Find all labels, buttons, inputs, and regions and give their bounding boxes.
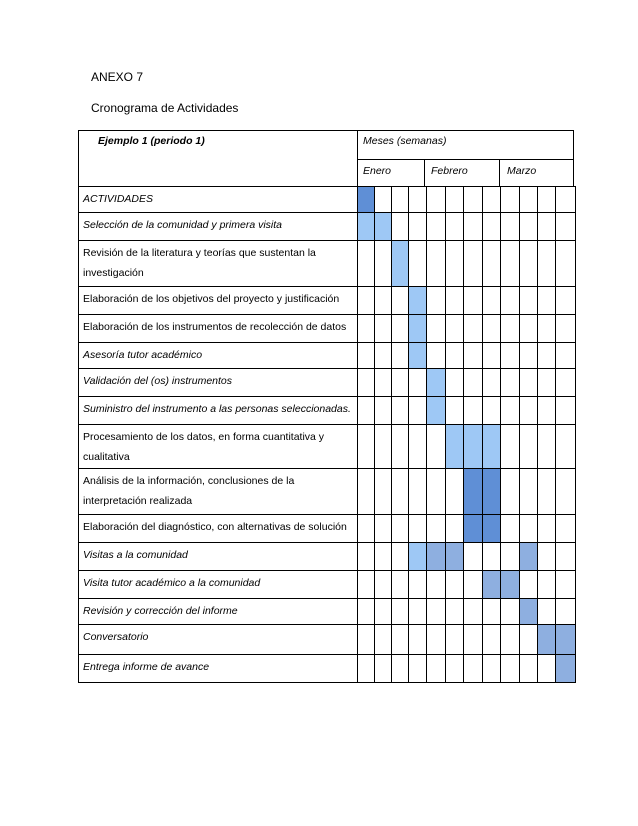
week-cell-filled: [501, 571, 520, 599]
week-cell-filled: [409, 543, 427, 571]
activity-row: [79, 515, 576, 543]
activity-label: Conversatorio: [79, 625, 358, 655]
week-cell: [358, 369, 375, 397]
week-cell: [483, 315, 501, 343]
week-cell: [501, 343, 520, 369]
week-cell: [520, 397, 538, 425]
week-cell: [483, 397, 501, 425]
activity-label: Selección de la comunidad y primera visita: [79, 213, 358, 241]
activity-label: Procesamiento de los datos, en forma cuantitativa y cualitativa: [79, 425, 358, 469]
week-cell: [464, 397, 483, 425]
week-cell: [375, 241, 392, 287]
week-cell: [556, 343, 576, 369]
week-cell: [409, 213, 427, 241]
activity-label: Elaboración del diagnóstico, con alternativas de solución: [79, 515, 358, 543]
week-cell: [358, 425, 375, 469]
week-cell: [427, 425, 446, 469]
week-cell: [446, 469, 464, 515]
week-cell-filled: [556, 625, 576, 655]
week-cell: [392, 315, 409, 343]
week-cell: [427, 187, 446, 213]
activity-row: [79, 213, 576, 241]
week-cell: [446, 213, 464, 241]
week-cell: [483, 343, 501, 369]
activity-row: [79, 343, 576, 369]
week-cell: [358, 655, 375, 683]
week-cell: [520, 425, 538, 469]
activity-row: [79, 287, 576, 315]
week-cell: [392, 287, 409, 315]
months-title: Meses (semanas): [363, 135, 447, 147]
week-cell: [392, 469, 409, 515]
week-cell: [501, 315, 520, 343]
week-cell: [501, 287, 520, 315]
week-cell: [427, 241, 446, 287]
week-cell: [358, 625, 375, 655]
week-cell: [464, 543, 483, 571]
week-cell: [464, 599, 483, 625]
activity-label: ACTIVIDADES: [79, 187, 358, 213]
week-cell-filled: [464, 425, 483, 469]
week-cell: [520, 515, 538, 543]
week-cell: [358, 515, 375, 543]
activity-row: [79, 599, 576, 625]
week-cell: [358, 469, 375, 515]
week-cell: [464, 571, 483, 599]
week-cell: [427, 287, 446, 315]
week-cell: [464, 655, 483, 683]
week-cell: [538, 425, 556, 469]
month-separator: [573, 159, 574, 187]
week-cell-filled: [446, 425, 464, 469]
activity-row: [79, 571, 576, 599]
activity-row: [79, 187, 576, 213]
week-cell: [392, 543, 409, 571]
week-cell: [446, 315, 464, 343]
month-label-marzo: Marzo: [507, 165, 537, 177]
week-cell: [358, 287, 375, 315]
activity-row: [79, 655, 576, 683]
week-cell: [358, 397, 375, 425]
week-cell: [427, 213, 446, 241]
week-cell: [375, 425, 392, 469]
week-cell: [375, 571, 392, 599]
week-cell: [556, 241, 576, 287]
week-cell-filled: [392, 241, 409, 287]
week-cell-filled: [483, 425, 501, 469]
week-cell: [556, 287, 576, 315]
week-cell: [483, 287, 501, 315]
schedule-table: [78, 186, 576, 683]
week-cell: [409, 369, 427, 397]
week-cell: [409, 599, 427, 625]
week-cell-filled: [464, 515, 483, 543]
week-cell: [409, 397, 427, 425]
week-cell: [375, 599, 392, 625]
week-cell: [375, 315, 392, 343]
week-cell: [538, 369, 556, 397]
week-cell: [501, 599, 520, 625]
week-cell: [392, 397, 409, 425]
week-cell: [427, 469, 446, 515]
schedule-rows: [79, 187, 576, 683]
week-cell: [483, 655, 501, 683]
week-cell: [501, 515, 520, 543]
week-cell: [483, 241, 501, 287]
week-cell: [538, 515, 556, 543]
week-cell: [375, 515, 392, 543]
week-cell-filled: [409, 343, 427, 369]
week-cell: [392, 655, 409, 683]
week-cell: [446, 241, 464, 287]
week-cell: [392, 187, 409, 213]
activity-label: Elaboración de los instrumentos de recolección de datos: [79, 315, 358, 343]
week-cell-filled: [446, 543, 464, 571]
activity-row: [79, 397, 576, 425]
week-cell: [409, 655, 427, 683]
activity-row: [79, 625, 576, 655]
activity-label: Análisis de la información, conclusiones de la interpretación realizada: [79, 469, 358, 515]
week-cell: [375, 625, 392, 655]
week-cell: [409, 515, 427, 543]
week-cell: [409, 571, 427, 599]
week-cell: [446, 625, 464, 655]
week-cell: [392, 515, 409, 543]
week-cell: [501, 369, 520, 397]
week-cell: [409, 187, 427, 213]
activity-row: [79, 543, 576, 571]
week-cell: [556, 571, 576, 599]
week-cell-filled: [358, 213, 375, 241]
week-cell: [427, 599, 446, 625]
week-cell: [375, 369, 392, 397]
week-cell: [358, 241, 375, 287]
week-cell: [464, 369, 483, 397]
example-label: Ejemplo 1 (periodo 1): [98, 135, 205, 147]
week-cell: [409, 241, 427, 287]
week-cell: [556, 599, 576, 625]
week-cell: [446, 571, 464, 599]
week-cell: [520, 469, 538, 515]
week-cell: [538, 241, 556, 287]
week-cell: [556, 213, 576, 241]
week-cell: [520, 187, 538, 213]
week-cell: [375, 397, 392, 425]
week-cell: [409, 425, 427, 469]
week-cell-filled: [520, 543, 538, 571]
week-cell-filled: [483, 469, 501, 515]
week-cell: [464, 315, 483, 343]
week-cell: [520, 625, 538, 655]
week-cell: [392, 213, 409, 241]
week-cell: [464, 287, 483, 315]
activity-label: Suministro del instrumento a las personas seleccionadas.: [79, 397, 358, 425]
annex-label: ANEXO 7: [91, 70, 144, 84]
week-cell: [446, 369, 464, 397]
week-cell: [446, 187, 464, 213]
week-cell: [446, 515, 464, 543]
week-cell-filled: [409, 315, 427, 343]
week-cell: [392, 343, 409, 369]
week-cell: [483, 543, 501, 571]
week-cell: [501, 543, 520, 571]
activity-row: [79, 315, 576, 343]
activity-label: Elaboración de los objetivos del proyecto y justificación: [79, 287, 358, 315]
week-cell: [501, 655, 520, 683]
week-cell: [446, 287, 464, 315]
month-separator: [424, 159, 425, 187]
week-cell: [483, 599, 501, 625]
week-cell: [483, 187, 501, 213]
week-cell: [375, 187, 392, 213]
week-cell: [464, 213, 483, 241]
week-cell: [392, 571, 409, 599]
week-cell: [556, 425, 576, 469]
week-cell-filled: [556, 655, 576, 683]
week-cell-filled: [464, 469, 483, 515]
week-cell: [464, 187, 483, 213]
week-cell: [392, 599, 409, 625]
week-cell-filled: [409, 287, 427, 315]
week-cell: [538, 599, 556, 625]
week-cell: [520, 315, 538, 343]
week-cell: [392, 425, 409, 469]
week-cell: [446, 397, 464, 425]
week-cell: [409, 625, 427, 655]
activity-row: [79, 369, 576, 397]
week-cell: [427, 315, 446, 343]
week-cell: [446, 655, 464, 683]
activity-label: Validación del (os) instrumentos: [79, 369, 358, 397]
week-cell: [375, 287, 392, 315]
week-cell: [556, 469, 576, 515]
activity-row: [79, 469, 576, 515]
week-cell: [556, 515, 576, 543]
week-cell: [501, 425, 520, 469]
week-cell: [501, 213, 520, 241]
week-cell: [464, 625, 483, 655]
activity-label: Visitas a la comunidad: [79, 543, 358, 571]
week-cell: [375, 343, 392, 369]
week-cell-filled: [375, 213, 392, 241]
week-cell: [464, 241, 483, 287]
week-cell: [501, 625, 520, 655]
week-cell-filled: [427, 543, 446, 571]
activity-label: Revisión de la literatura y teorías que sustentan la investigación: [79, 241, 358, 287]
week-cell: [358, 543, 375, 571]
week-cell: [520, 287, 538, 315]
months-divider: [357, 159, 574, 160]
week-cell: [520, 369, 538, 397]
week-cell: [358, 571, 375, 599]
week-cell-filled: [483, 515, 501, 543]
activity-label: Revisión y corrección del informe: [79, 599, 358, 625]
week-cell: [409, 469, 427, 515]
week-cell: [538, 343, 556, 369]
document-title: Cronograma de Actividades: [91, 101, 239, 115]
month-label-febrero: Febrero: [431, 165, 468, 177]
week-cell: [375, 543, 392, 571]
week-cell: [358, 599, 375, 625]
week-cell: [538, 469, 556, 515]
week-cell-filled: [520, 599, 538, 625]
week-cell: [556, 187, 576, 213]
week-cell: [446, 343, 464, 369]
week-cell: [392, 625, 409, 655]
week-cell-filled: [427, 397, 446, 425]
week-cell: [538, 655, 556, 683]
week-cell: [538, 315, 556, 343]
week-cell: [520, 655, 538, 683]
week-cell: [483, 213, 501, 241]
month-label-enero: Enero: [363, 165, 392, 177]
week-cell: [446, 599, 464, 625]
week-cell: [427, 343, 446, 369]
week-cell: [375, 469, 392, 515]
week-cell: [375, 655, 392, 683]
week-cell: [538, 571, 556, 599]
week-cell-filled: [427, 369, 446, 397]
week-cell: [501, 469, 520, 515]
week-cell: [556, 315, 576, 343]
activity-label: Asesoría tutor académico: [79, 343, 358, 369]
week-cell: [483, 369, 501, 397]
week-cell: [501, 397, 520, 425]
week-cell: [556, 369, 576, 397]
week-cell: [520, 213, 538, 241]
activity-label: Visita tutor académico a la comunidad: [79, 571, 358, 599]
week-cell-filled: [358, 187, 375, 213]
week-cell: [392, 369, 409, 397]
week-cell: [358, 315, 375, 343]
week-cell: [483, 625, 501, 655]
week-cell-filled: [538, 625, 556, 655]
schedule-header: [78, 130, 574, 186]
week-cell: [520, 241, 538, 287]
week-cell: [427, 625, 446, 655]
week-cell: [427, 571, 446, 599]
week-cell: [556, 543, 576, 571]
activity-row: [79, 425, 576, 469]
week-cell: [538, 213, 556, 241]
week-cell: [501, 187, 520, 213]
week-cell: [501, 241, 520, 287]
week-cell: [538, 287, 556, 315]
week-cell: [427, 515, 446, 543]
week-cell: [520, 343, 538, 369]
month-separator: [499, 159, 500, 187]
week-cell: [464, 343, 483, 369]
activity-row: [79, 241, 576, 287]
week-cell: [520, 571, 538, 599]
week-cell-filled: [483, 571, 501, 599]
week-cell: [538, 397, 556, 425]
week-cell: [427, 655, 446, 683]
week-cell: [538, 543, 556, 571]
week-cell: [556, 397, 576, 425]
activity-label: Entrega informe de avance: [79, 655, 358, 683]
week-cell: [538, 187, 556, 213]
week-cell: [358, 343, 375, 369]
